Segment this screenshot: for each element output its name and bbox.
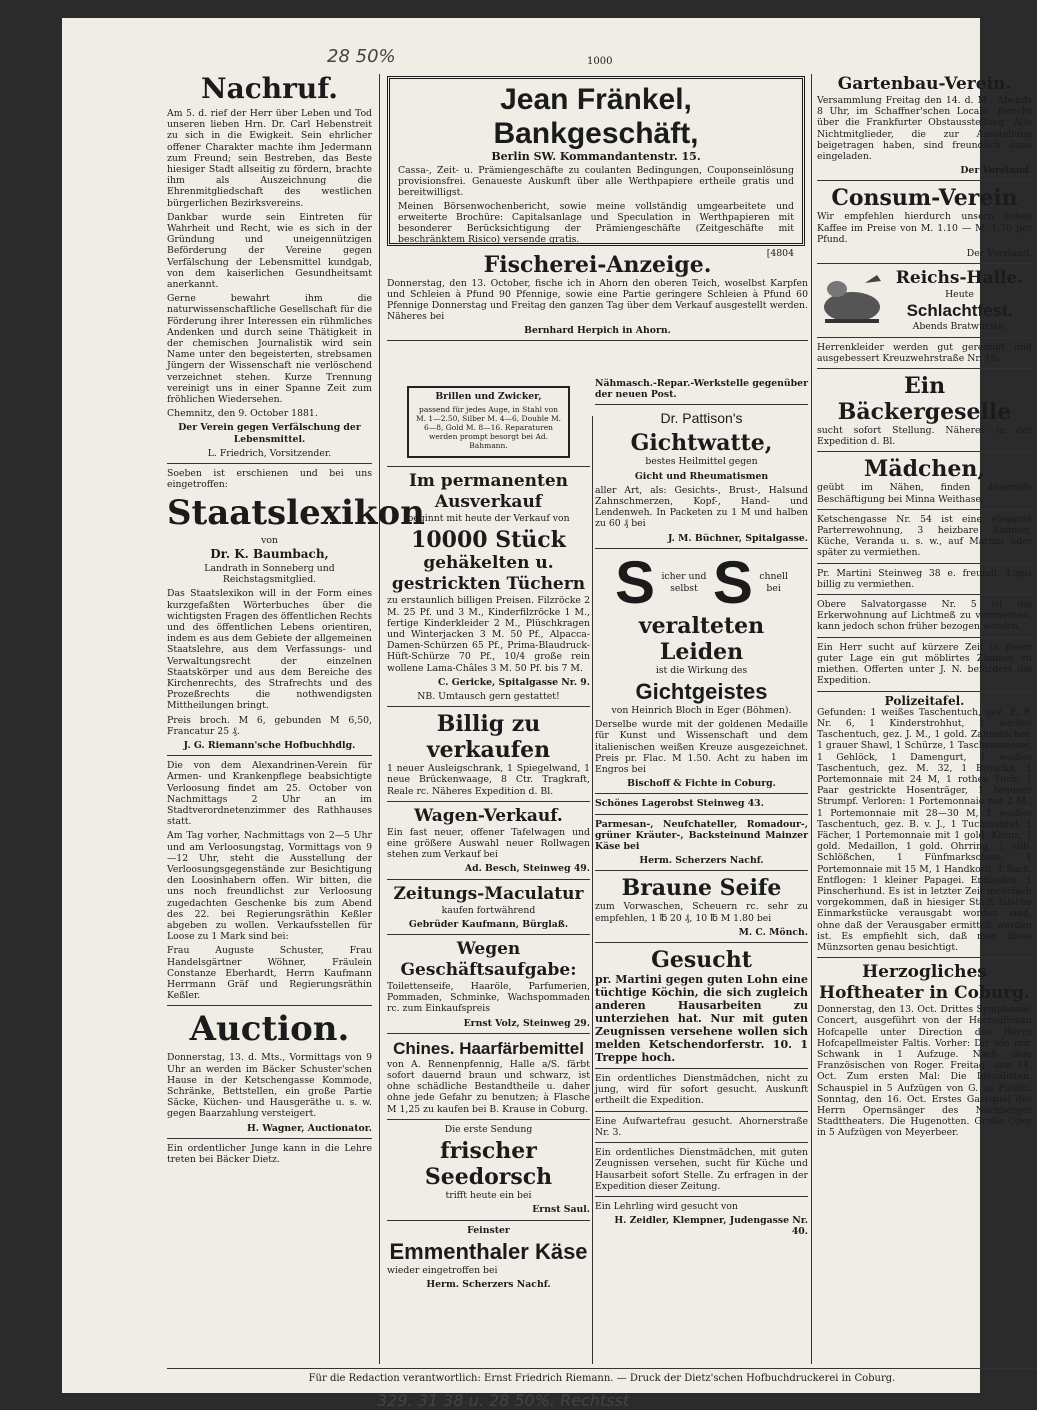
divider: [817, 368, 1032, 369]
wagen-title: Wagen-Verkauf.: [414, 805, 563, 826]
reichshalle-abends: Abends Bratwürste.: [912, 321, 1007, 333]
brillen-title: Brillen und Zwicker,: [435, 391, 542, 402]
divider: [817, 594, 1032, 595]
verein-names: Frau Auguste Schuster, Frau Handelsgärtner Wöhner, Fräulein Constanze Eberhardt, Herrn Kaufmann Herrmann Gräf und Regierungsräthin Keßler.: [167, 945, 372, 1002]
ss-text: Derselbe wurde mit der goldenen Medaille für Kunst und Wissenschaft und dem italienischen weißen Kreuze ausgezeichnet. Preis pr. Flac. M 1.50. Acht zu haben im Engros bei: [595, 719, 808, 776]
chines-text: von A. Rennenpfennig, Halle a/S. färbt sofort dauernd braun und schwarz, ist ohne schädliche Bestandtheile u. daher ohne jede Gefahr zu benutzen; à Flasche M 1,25 zu kaufen bei B. Krause in Coburg.: [387, 1058, 590, 1115]
ss-letter-right: S: [712, 548, 753, 616]
ausverkauf-title: Im permanenten Ausverkauf: [408, 471, 569, 513]
junge-ad: Ein ordentlicher Junge kann in die Lehre treten bei Bäcker Dietz.: [167, 1142, 372, 1166]
geschaeft-signature: Ernst Volz, Steinweg 29.: [463, 1017, 590, 1029]
verein-text: Die von dem Alexandrinen-Verein für Armen- und Krankenpflege beabsichtigte Verloosung findet am 25. October von Nachmittags 2 Uhr an im Stadtverordnetenzimmer des Rathhauses statt.: [167, 760, 372, 828]
ss-words-left: [661, 571, 706, 595]
ss-letter-left: S: [615, 548, 656, 616]
zeitung-title: Zeitungs-Maculatur: [393, 883, 584, 904]
seedorsch-pre: Die erste Sendung: [444, 1123, 533, 1135]
ss-logo: [595, 548, 808, 616]
seedorsch-signature: Ernst Saul.: [532, 1204, 590, 1216]
nachruf-text: Am 5. d. rief der Herr über Leben und Tod unseren lieben Hrn. Dr. Carl Hebenstreit zu sich in die Ewigkeit. Sein ehrlicher offener Charakter machte ihm Jedermann zum Freund; sein Bestreben, das Beste hiesiger Stadt allseitig zu fördern, brachte ihm als Auszeichnung die Ehrenmitgliedschaft des westlichen bürgerlichen Bezirksvereins.: [167, 108, 372, 209]
divider: [167, 1005, 372, 1006]
geschaeft-title: Wegen Geschäftsaufgabe:: [400, 939, 577, 981]
ausverkauf-sub: beginnt mit heute der Verkauf von: [407, 513, 570, 525]
divider: [817, 451, 1032, 452]
ss-word-4: bei: [766, 582, 781, 594]
theater-title: Herzogliches Hoftheater in Coburg.: [819, 962, 1030, 1004]
seedorsch-title: frischer Seedorsch: [424, 1138, 553, 1191]
pig-illustration-icon: [817, 273, 887, 328]
imprint-footer: Für die Redaction verantwortlich: Ernst Friedrich Riemann. — Druck der Dietz'schen Hofbuchdruckerei in Coburg.: [167, 1368, 1037, 1384]
maedchen-title: Mädchen,: [863, 456, 986, 483]
pattison-pre: Dr. Pattison's: [660, 410, 743, 427]
baecker-text: sucht sofort Stellung. Näheres in der Expedition d. Bl.: [817, 425, 1032, 448]
polizei-title: Polizeitafel.: [884, 693, 965, 708]
reichshalle-heute: Heute: [945, 289, 974, 301]
verein-text-2: Am Tag vorher, Nachmittags von 2—5 Uhr und am Verloosungstag, Vormittags von 9—12 Uhr, steht die Ausstellung der Verloosungsgegenstände zur Besichtigung den Loosinhabern offen. Wir bitten, die uns noch freundlichst zur Verloosung zugedachten Geschenke bis zum Abend des 22. bei Regierungsräthin Keßler abgeben zu wollen. Verkaufsstellen für Loose zu 1 Mark sind bei:: [167, 830, 372, 943]
frankel-code: [4804: [766, 248, 794, 259]
seife-title: Braune Seife: [621, 875, 782, 902]
naehmaschinen-ad: Nähmasch.-Repar.-Werkstelle gegenüber der neuen Post.: [595, 378, 808, 401]
reichshalle-texts: [887, 268, 1032, 332]
divider: [817, 957, 1032, 958]
staats-text: Das Staatslexikon will in der Form eines kurzgefaßten Wörterbuches über die wichtigsten Fragen des öffentlichen Rechts und des öffentlichen Lebens orientiren, indem es aus dem Gebiete der allgemeinen Staatslehre, aus dem Verfassungs- und Verwaltungsrecht der einzelnen Staatskörper und aus dem Bereiche des Kirchenrechts, des Strafrechts und des Prozeßrechts die nothwendigsten Mittheilungen bringt.: [167, 588, 372, 712]
frankel-title: Jean Fränkel, Bankgeschäft,: [493, 83, 699, 150]
martini-ad: Pr. Martini Steinweg 38 e. freundl. Logis billig zu vermiethen.: [817, 567, 1032, 590]
gesucht-title: Gesucht: [651, 947, 752, 974]
gartenbau-title: Gartenbau-Verein.: [837, 74, 1012, 94]
divider: [595, 1068, 808, 1069]
divider: [817, 563, 1032, 564]
reichshalle-schlachtfest: Schlachtfest.: [906, 301, 1013, 321]
nachruf-signature-2: L. Friedrich, Vorsitzender.: [207, 447, 332, 459]
chines-title: Chines. Haarfärbemittel: [393, 1038, 584, 1058]
ss-wirkung: ist die Wirkung des: [655, 664, 748, 676]
gartenbau-signature: Der Vorstand.: [960, 165, 1032, 177]
fischerei-ad: [387, 252, 808, 345]
pattison-text-2: aller Art, als: Gesichts-, Brust-, Halsund Zahnschmerzen, Kopf-, Hand- und Lendenweh. In Packeten zu 1 M und halben zu 60 ₰ bei: [595, 484, 808, 530]
consum-signature: Der Vorstand.: [966, 248, 1032, 260]
brillen-ad: [407, 386, 570, 458]
fischerei-signature: Bernhard Herpich in Ahorn.: [524, 325, 671, 336]
polizei-text: Gefunden: 1 weißes Taschentuch, gez. E. F. Nr. 6, 1 Kinderstrohhut, 1 weißes Taschentuch, gez. J. M., 1 gold. Zahnstocher, 1 grauer Shawl, 1 Schürze, 1 Taschenmesser, 1 Gehlöck, 1 Damengurt, 1 weißes Taschentuch, gez. M. 32, 1 Brosche, 1 Portemonnaie mit 24 M, 1 rothes Tuch, 1 Paar gestrickte Hosenträger, 1 brauner Strumpf. Verloren: 1 Portemonnaie mit 2 M., 1 Portemonnaie mit 28—30 M, 1 weißes Taschentuch, gez. B. v. J., 1 Tuchmantel, 1 Fächer, 1 Portemonnaie mit 1 gold. Kreuz, 1 gold. Medaillon, 1 gold. Ohrring, 1 silb. Schlößchen, 1 Fünfmarkschein, 1 Portemonnaie mit 15 M, 1 Handkorb, 1 Sack. Entflogen: 1 kleiner Papagei. Entlaufen: 1 Pinscherhund. Es ist in letzter Zeit mehrfach vorgekommen, daß in hiesiger Stadt falsche Einmarkstücke verausgabt worden sind, ohne daß der Verausgaber ermittelt worden ist. Es empfiehlt sich, daß man diese Münzsorten genau besichtigt.: [817, 706, 1032, 953]
maedchen-text: geübt im Nähen, finden dauernde Beschäftigung bei Minna Weithase.: [817, 482, 1032, 505]
column-1: [167, 72, 425, 1364]
reichshalle-ad: [817, 268, 1032, 332]
divider: [387, 1033, 590, 1034]
column-rule: [592, 416, 593, 1364]
divider: [387, 1220, 590, 1221]
ss-word-2: chnell: [759, 570, 788, 582]
pattison-bold: Gicht und Rheumatismen: [634, 470, 769, 482]
wagen-text: Ein fast neuer, offener Tafelwagen und eine größere Auswahl neuer Rollwagen stehen zum Verkauf bei: [387, 826, 590, 861]
billig-text: 1 neuer Ausleigschrank, 1 Spiegelwand, 1 neue Brückenwaage, 8 Ctr. Tragkraft, Reale rc. Näheres Expedition d. Bl.: [387, 763, 590, 797]
gesucht-text: pr. Martini gegen guten Lohn eine tüchtige Köchin, die sich zugleich anderen Hausarbeiten zu unterziehen hat. Nur mit guten Zeugnissen versehene wollen sich melden Ketschendorferstr. 10. 1 Treppe hoch.: [595, 973, 808, 1065]
divider: [167, 1138, 372, 1139]
divider: [387, 934, 590, 935]
pattison-text: bestes Heilmittel gegen: [645, 456, 758, 468]
divider: [817, 337, 1032, 338]
frankel-ad: [387, 76, 805, 259]
ausverkauf-big: 10000 Stück: [411, 527, 566, 554]
newspaper-sheet: [62, 18, 1032, 1410]
pattison-signature: J. M. Büchner, Spitalgasse.: [667, 532, 808, 544]
divider: [387, 706, 590, 707]
ketschengasse-ad: Ketschengasse Nr. 54 ist eine elegante Parterrewohnung, 3 heizbare Zimmer, Küche, Veranda u. s. w., auf Martini oder später zu vermiethen.: [817, 513, 1032, 559]
ausverkauf-big-2: gehäkelten u. gestrickten Tüchern: [391, 553, 586, 595]
divider: [595, 793, 808, 794]
pattison-title: Gichtwatte,: [630, 430, 773, 457]
ss-signature: Bischoff & Fichte in Coburg.: [627, 778, 776, 790]
ss-words-right: [759, 571, 788, 595]
ausverkauf-text: zu erstaunlich billigen Preisen. Filzröcke 2 M. 25 Pf. und 3 M., Kinderfilzröcke 1 M., fertige Kinderkleider 2 M., Plüschkragen und Winterjacken 3 M. 50 Pf., Alpacca-Damen-Schürzen 65 Pf., Prima-Blaudruck-Hüft-Schürze 70 Pf., 10/4 große rein wollene Lama-Châles 3 M. 50 Pf. bis 7 M.: [387, 595, 590, 674]
salvator-ad: Obere Salvatorgasse Nr. 5 ist die Erkerwohnung auf Lichtmeß zu vermiethen, kann jedoch schon früher bezogen werden.: [817, 599, 1032, 633]
nachruf-text-2: Dankbar wurde sein Eintreten für Wahrheit und Recht, wie es sich in der Gründung und uneigennützigen Beförderung der Vereine gegen Verfälschung der Lebensmittel kundgab, von dem kaiserlichen Gesundheitsamt anerkannt.: [167, 211, 372, 291]
page-number: 1000: [587, 56, 613, 67]
auction-signature: H. Wagner, Auctionator.: [246, 1122, 372, 1134]
auction-text: Donnerstag, 13. d. Mts., Vormittags von 9 Uhr an werden im Bäcker Schuster'schen Hause in der Ketschengasse Kommode, Schränke, Bettstellen, ein große Partie Säcke, Küchen- und Hausgeräthe u. s. w. gegen Baarzahlung versteigert.: [167, 1052, 372, 1120]
ausverkauf-nb: NB. Umtausch gern gestattet!: [417, 691, 560, 703]
aufwarte-ad: Eine Aufwartefrau gesucht. Ahornerstraße Nr. 3.: [595, 1115, 808, 1138]
column-rule: [811, 74, 812, 1364]
divider: [595, 404, 808, 405]
divider: [817, 637, 1032, 638]
staats-signature: J. G. Riemann'sche Hofbuchhdlg.: [183, 739, 356, 751]
column-4: [817, 74, 1032, 1364]
fischerei-text: Donnerstag, den 13. October, fische ich in Ahorn den oberen Teich, woselbst Karpfen und Schleien à Pfund 90 Pfennige, sowie eine Partie geringere Schleien à Pfund 60 Pfennige Donnerstag und Freitag den ganzen Tag über dem Verkauf ausgestellt werden. Näheres bei: [387, 278, 808, 322]
handwritten-note-top: 28 50%: [327, 46, 396, 67]
divider: [595, 1196, 808, 1197]
divider: [817, 263, 1032, 264]
brillen-text: passend für jedes Auge, in Stahl von M. 1—2.50, Silber M. 4—6, Double M. 6—8, Gold M. 8—16. Reparaturen werden prompt besorgt bei Ad. Bahmann.: [415, 405, 562, 451]
ss-word-1: icher und: [661, 570, 707, 582]
divider: [817, 509, 1032, 510]
billig-title: Billig zu verkaufen: [426, 711, 551, 764]
divider: [595, 1142, 808, 1143]
handwritten-note-bottom: 329. 31 38 u. 28 50%. Rechtsst: [377, 1391, 630, 1410]
divider: [595, 814, 808, 815]
divider: [387, 466, 590, 467]
frankel-text: Cassa-, Zeit- u. Prämiengeschäfte zu coulanten Bedingungen, Couponseinlösung provisionsfrei. Genaueste Auskunft über alle Werthpapiere ertheile gratis und bereitwilligst.: [398, 165, 794, 198]
staats-von: von: [261, 534, 278, 546]
divider: [595, 870, 808, 871]
ss-gichtgeist: Gichtgeistes: [635, 679, 768, 705]
newspaper-page: [167, 46, 1037, 1410]
column-3: [595, 378, 808, 1364]
nachruf-text-3: Gerne bewahrt ihm die naturwissenschaftliche Gesellschaft für die Förderung ihrer Interessen ein rühmliches Andenken und durch seine Thätigkeit in der chemischen Journalistik wird sein Name unter den begeisterten, strebsamen Jüngern der Wissenschaft nie verlöschend verzeichnet stehen. Kurze Trennung vereinigt uns in einer Spanne Zeit zum fröhlichen Wiedersehen.: [167, 293, 372, 406]
staats-author: Dr. K. Baumbach,: [210, 546, 329, 561]
theater-text: Donnerstag, den 13. Oct. Drittes Symphonie-Concert, ausgeführt von der Herzoglichen Hofcapelle unter Direction des Herrn Hofcapellmeister Faltis. Vorher: Dir wie mir. Schwank in 1 Aufzuge. Nach dem Französischen von Roger. Freitag, den 14. Oct. Zum ersten Mal: Die Ideaalisten. Schauspiel in 5 Aufzügen von G. zu Putlitz. Sonntag, den 16. Oct. Erstes Gastspiel des Herrn Opernsänger des Nürnberger Stadttheaters. Die Hugenotten. Große Oper in 5 Aufzügen von Meyerbeer.: [817, 1004, 1032, 1139]
staatslexikon-title: Staatslexikon: [167, 492, 425, 533]
lagerobst-ad: Schönes Lagerobst Steinweg 43.: [595, 798, 764, 810]
parmesan-ad: Parmesan-, Neufchateller, Romadour-, grüner Kräuter-, Backsteinund Mainzer Käse bei: [595, 818, 808, 853]
reichshalle-title: Reichs-Halle.: [895, 268, 1024, 289]
kaese-signature: Herm. Scherzers Nachf.: [426, 1278, 551, 1290]
divider: [387, 340, 808, 341]
ss-word-3: selbst: [670, 582, 698, 594]
seedorsch-text: trifft heute ein bei: [445, 1190, 532, 1202]
kaese-title: Emmenthaler Käse: [389, 1238, 588, 1264]
divider: [817, 691, 1032, 692]
herrenkleider-ad: Herrenkleider werden gut gereinigt und ausgebessert Kreuzwehrstraße Nr. 16.: [817, 341, 1032, 364]
divider: [595, 942, 808, 943]
frankel-text-2: Meinen Börsenwochenbericht, sowie meine vollständig umgearbeitete und erweiterte Brochüre: Capitalsanlage und Speculation in Werthpapieren mit besonderer Berücksichtigung der Prämiengeschäfte (Zeitgeschäfte mit beschränktem Risico) versende gratis.: [398, 201, 794, 245]
kaese-text: wieder eingetroffen bei: [387, 1264, 498, 1276]
dienst-ad: Ein ordentliches Dienstmädchen, nicht zu jung, wird für sofort gesucht. Auskunft ertheilt die Expedition.: [595, 1073, 808, 1107]
column-rule: [379, 74, 380, 1364]
consum-title: Consum-Verein: [831, 185, 1018, 212]
staats-price: Preis broch. M 6, gebunden M 6,50, Francatur 25 ₰.: [167, 714, 372, 737]
ss-von: von Heinrich Bloch in Eger (Böhmen).: [611, 705, 792, 717]
seife-signature: M. C. Mönch.: [738, 926, 808, 938]
divider: [167, 755, 372, 756]
divider: [817, 180, 1032, 181]
divider: [387, 801, 590, 802]
dienst-ad-2: Ein ordentliches Dienstmädchen, mit guten Zeugnissen versehen, sucht für Küche und Hausarbeit sofort Stelle. Zu erfragen in der Expedition dieser Zeitung.: [595, 1147, 808, 1192]
lehrling-ad: Ein Lehrling wird gesucht von: [595, 1200, 738, 1212]
consum-text: Wir empfehlen hierdurch unsern rohen Kaffee im Preise von M. 1.10 — M. 1.70 per Pfund.: [817, 211, 1032, 245]
lehrling-signature: H. Zeidler, Klempner, Judengasse Nr. 40.: [614, 1215, 808, 1238]
ausverkauf-signature: C. Gericke, Spitalgasse Nr. 9.: [438, 676, 590, 688]
divider: [595, 1111, 808, 1112]
nachruf-title: Nachruf.: [200, 72, 339, 105]
fischerei-title: Fischerei-Anzeige.: [483, 252, 712, 278]
wagen-signature: Ad. Besch, Steinweg 49.: [464, 863, 590, 875]
kaese-pre: Feinster: [467, 1224, 510, 1236]
divider: [387, 879, 590, 880]
nachruf-signature: Der Verein gegen Verfälschung der Lebensmittel.: [178, 422, 361, 445]
geschaeft-text: Toilettenseife, Haaröle, Parfumerien, Pommaden, Schminke, Wachspommaden rc. zum Einkaufspreis: [387, 981, 590, 1015]
zeitung-text: kaufen fortwährend: [441, 904, 536, 916]
staats-intro: Soeben ist erschienen und bei uns eingetroffen:: [167, 468, 372, 491]
seife-text: zum Vorwaschen, Scheuern rc. sehr zu empfehlen, 1 ℔ 20 ₰, 10 ℔ M 1.80 bei: [595, 901, 808, 924]
ss-leiden: veralteten Leiden: [638, 612, 765, 665]
gartenbau-text: Versammlung Freitag den 14. d. M., Abends 8 Uhr, im Schaffner'schen Locale. Bericht über die Frankfurter Obstausstellung. Alle Nichtmitglieder, die zur Ausstellung beigetragen haben, sind freundlich dazu eingeladen.: [817, 95, 1032, 163]
baecker-title: Ein Bäckergeselle: [837, 373, 1012, 426]
nachruf-date: Chemnitz, den 9. October 1881.: [167, 408, 318, 420]
zeitung-signature: Gebrüder Kaufmann, Bürglaß.: [408, 918, 569, 930]
auction-title: Auction.: [189, 1009, 350, 1050]
parmesan-signature: Herm. Scherzers Nachf.: [639, 855, 764, 867]
divider: [167, 463, 372, 464]
herr-sucht-ad: Ein Herr sucht auf kürzere Zeit in freier guter Lage ein gut möblirtes Zimmer zu miethen. Offerten unter J. N. befördert die Expedition.: [817, 641, 1032, 687]
column-2: [387, 378, 590, 1364]
divider: [387, 1119, 590, 1120]
staats-role: Landrath in Sonneberg und Reichstagsmitglied.: [204, 562, 335, 586]
frankel-address: Berlin SW. Kommandantenstr. 15.: [491, 150, 701, 163]
